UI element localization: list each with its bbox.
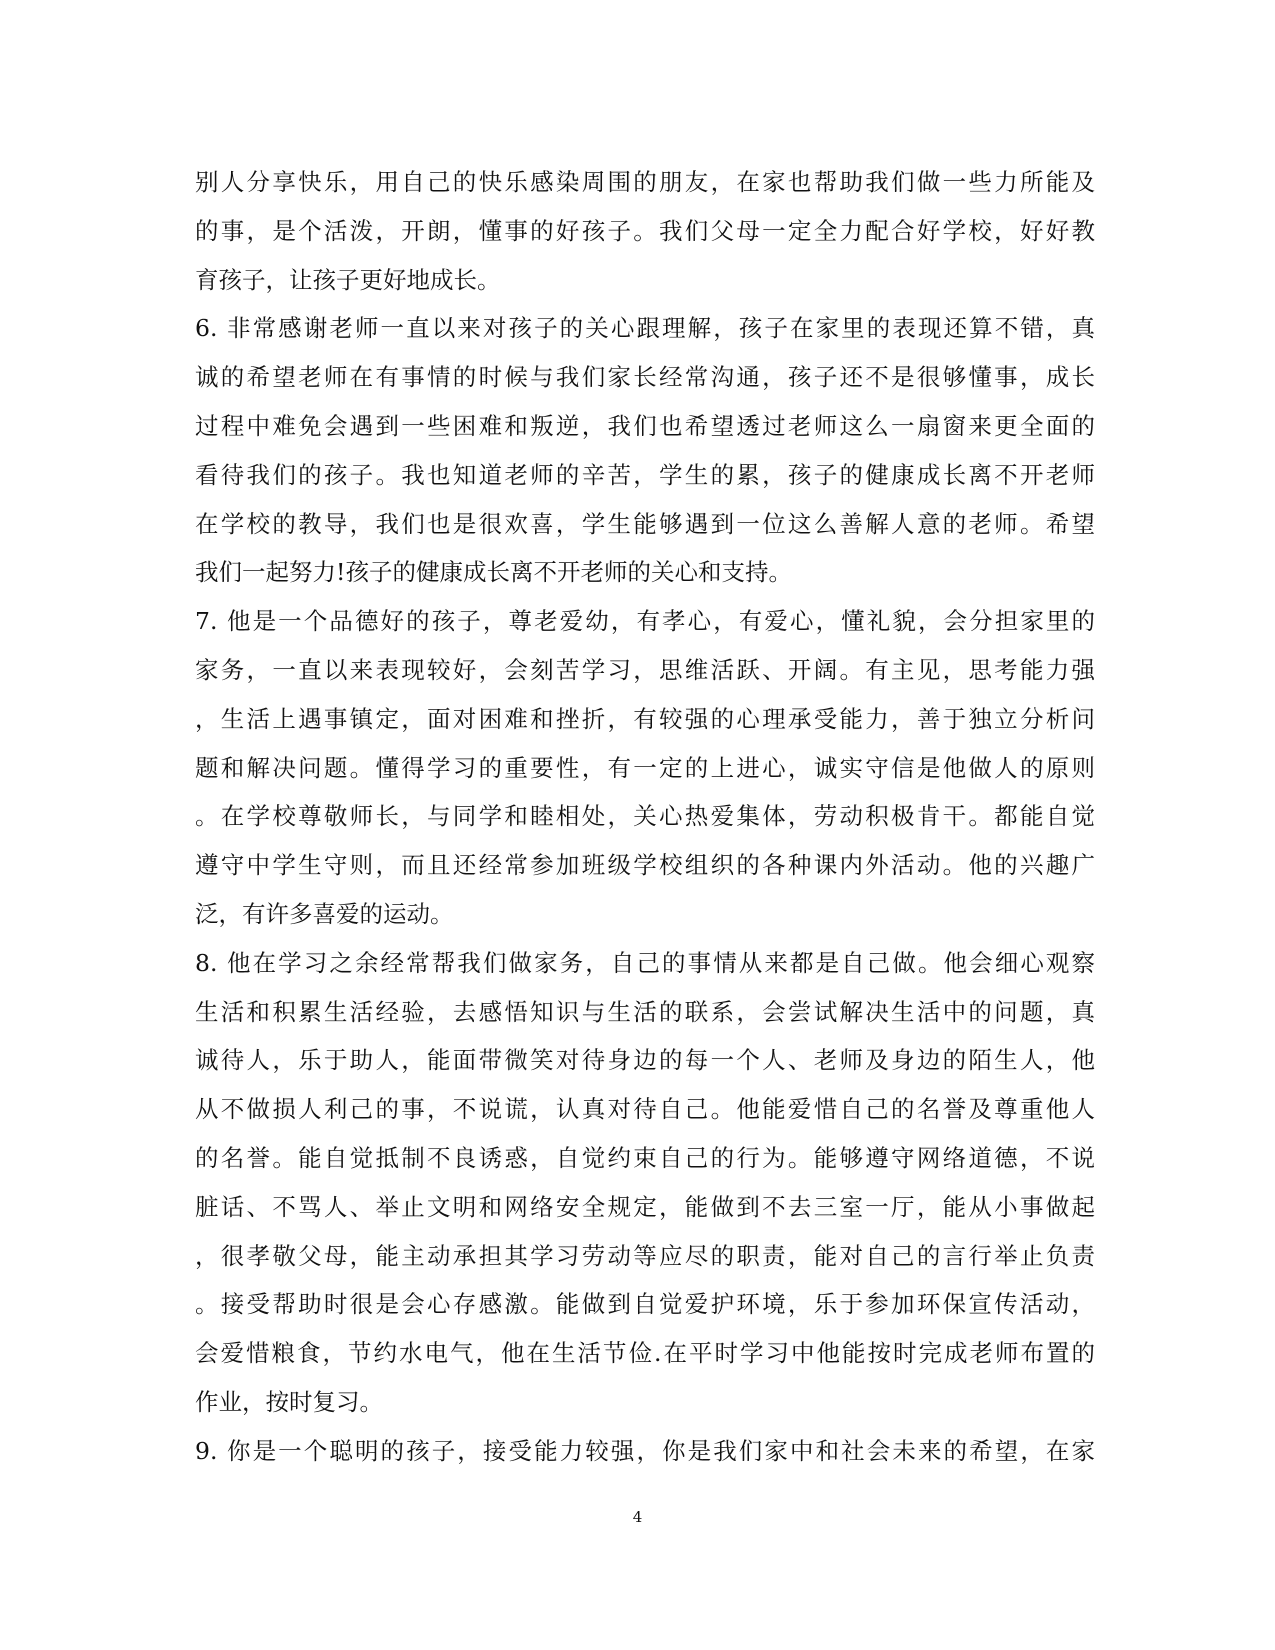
text-line: 题和解决问题。懂得学习的重要性，有一定的上进心，诚实守信是他做人的原则 bbox=[195, 753, 1095, 782]
text-line: 遵守中学生守则，而且还经常参加班级学校组织的各种课内外活动。他的兴趣广 bbox=[195, 851, 1095, 880]
text-line: 过程中难免会遇到一些困难和叛逆，我们也希望透过老师这么一扇窗来更全面的 bbox=[195, 411, 1095, 440]
text-line: 会爱惜粮食，节约水电气，他在生活节俭.在平时学习中他能按时完成老师布置的 bbox=[195, 1339, 1095, 1368]
text-line: ，很孝敬父母，能主动承担其学习劳动等应尽的职责，能对自己的言行举止负责 bbox=[195, 1241, 1095, 1270]
page-number: 4 bbox=[632, 1508, 643, 1526]
text-line: 7. 他是一个品德好的孩子，尊老爱幼，有孝心，有爱心，懂礼貌，会分担家里的 bbox=[195, 607, 1095, 636]
text-line: 的名誉。能自觉抵制不良诱惑，自觉约束自己的行为。能够遵守网络道德，不说 bbox=[195, 1143, 1095, 1172]
text-line: 脏话、不骂人、举止文明和网络安全规定，能做到不去三室一厅，能从小事做起 bbox=[195, 1192, 1095, 1221]
text-line: ，生活上遇事镇定，面对困难和挫折，有较强的心理承受能力，善于独立分析问 bbox=[195, 704, 1095, 733]
text-line: 别人分享快乐，用自己的快乐感染周围的朋友，在家也帮助我们做一些力所能及 bbox=[195, 168, 1095, 196]
body-text bbox=[195, 158, 1095, 1476]
text-line: 诚待人，乐于助人，能面带微笑对待身边的每一个人、老师及身边的陌生人，他 bbox=[195, 1046, 1095, 1075]
text-line: 。在学校尊敬师长，与同学和睦相处，关心热爱集体，劳动积极肯干。都能自觉 bbox=[195, 802, 1095, 831]
text-line: 泛，有许多喜爱的运动。 bbox=[195, 899, 454, 928]
text-line: 从不做损人利己的事，不说谎，认真对待自己。他能爱惜自己的名誉及尊重他人 bbox=[195, 1095, 1095, 1124]
text-line: 家务，一直以来表现较好，会刻苦学习，思维活跃、开阔。有主见，思考能力强 bbox=[195, 655, 1095, 684]
text-line: 育孩子，让孩子更好地成长。 bbox=[195, 265, 501, 294]
text-line: 我们一起努力!孩子的健康成长离不开老师的关心和支持。 bbox=[195, 558, 792, 587]
text-line: 在学校的教导，我们也是很欢喜，学生能够遇到一位这么善解人意的老师。希望 bbox=[195, 509, 1095, 538]
text-line: 8. 他在学习之余经常帮我们做家务，自己的事情从来都是自己做。他会细心观察 bbox=[195, 948, 1095, 977]
text-line: 的事，是个活泼，开朗，懂事的好孩子。我们父母一定全力配合好学校，好好教 bbox=[195, 216, 1095, 245]
text-line: 诚的希望老师在有事情的时候与我们家长经常沟通，孩子还不是很够懂事，成长 bbox=[195, 363, 1095, 392]
text-line: 。接受帮助时很是会心存感激。能做到自觉爱护环境，乐于参加环保宣传活动， bbox=[195, 1290, 1095, 1319]
text-line: 9. 你是一个聪明的孩子，接受能力较强，你是我们家中和社会未来的希望，在家 bbox=[195, 1436, 1095, 1465]
text-line: 看待我们的孩子。我也知道老师的辛苦，学生的累，孩子的健康成长离不开老师 bbox=[195, 460, 1095, 489]
text-line: 6. 非常感谢老师一直以来对孩子的关心跟理解，孩子在家里的表现还算不错，真 bbox=[195, 314, 1095, 343]
text-line: 作业，按时复习。 bbox=[195, 1387, 383, 1416]
text-line: 生活和积累生活经验，去感悟知识与生活的联系，会尝试解决生活中的问题，真 bbox=[195, 997, 1095, 1026]
